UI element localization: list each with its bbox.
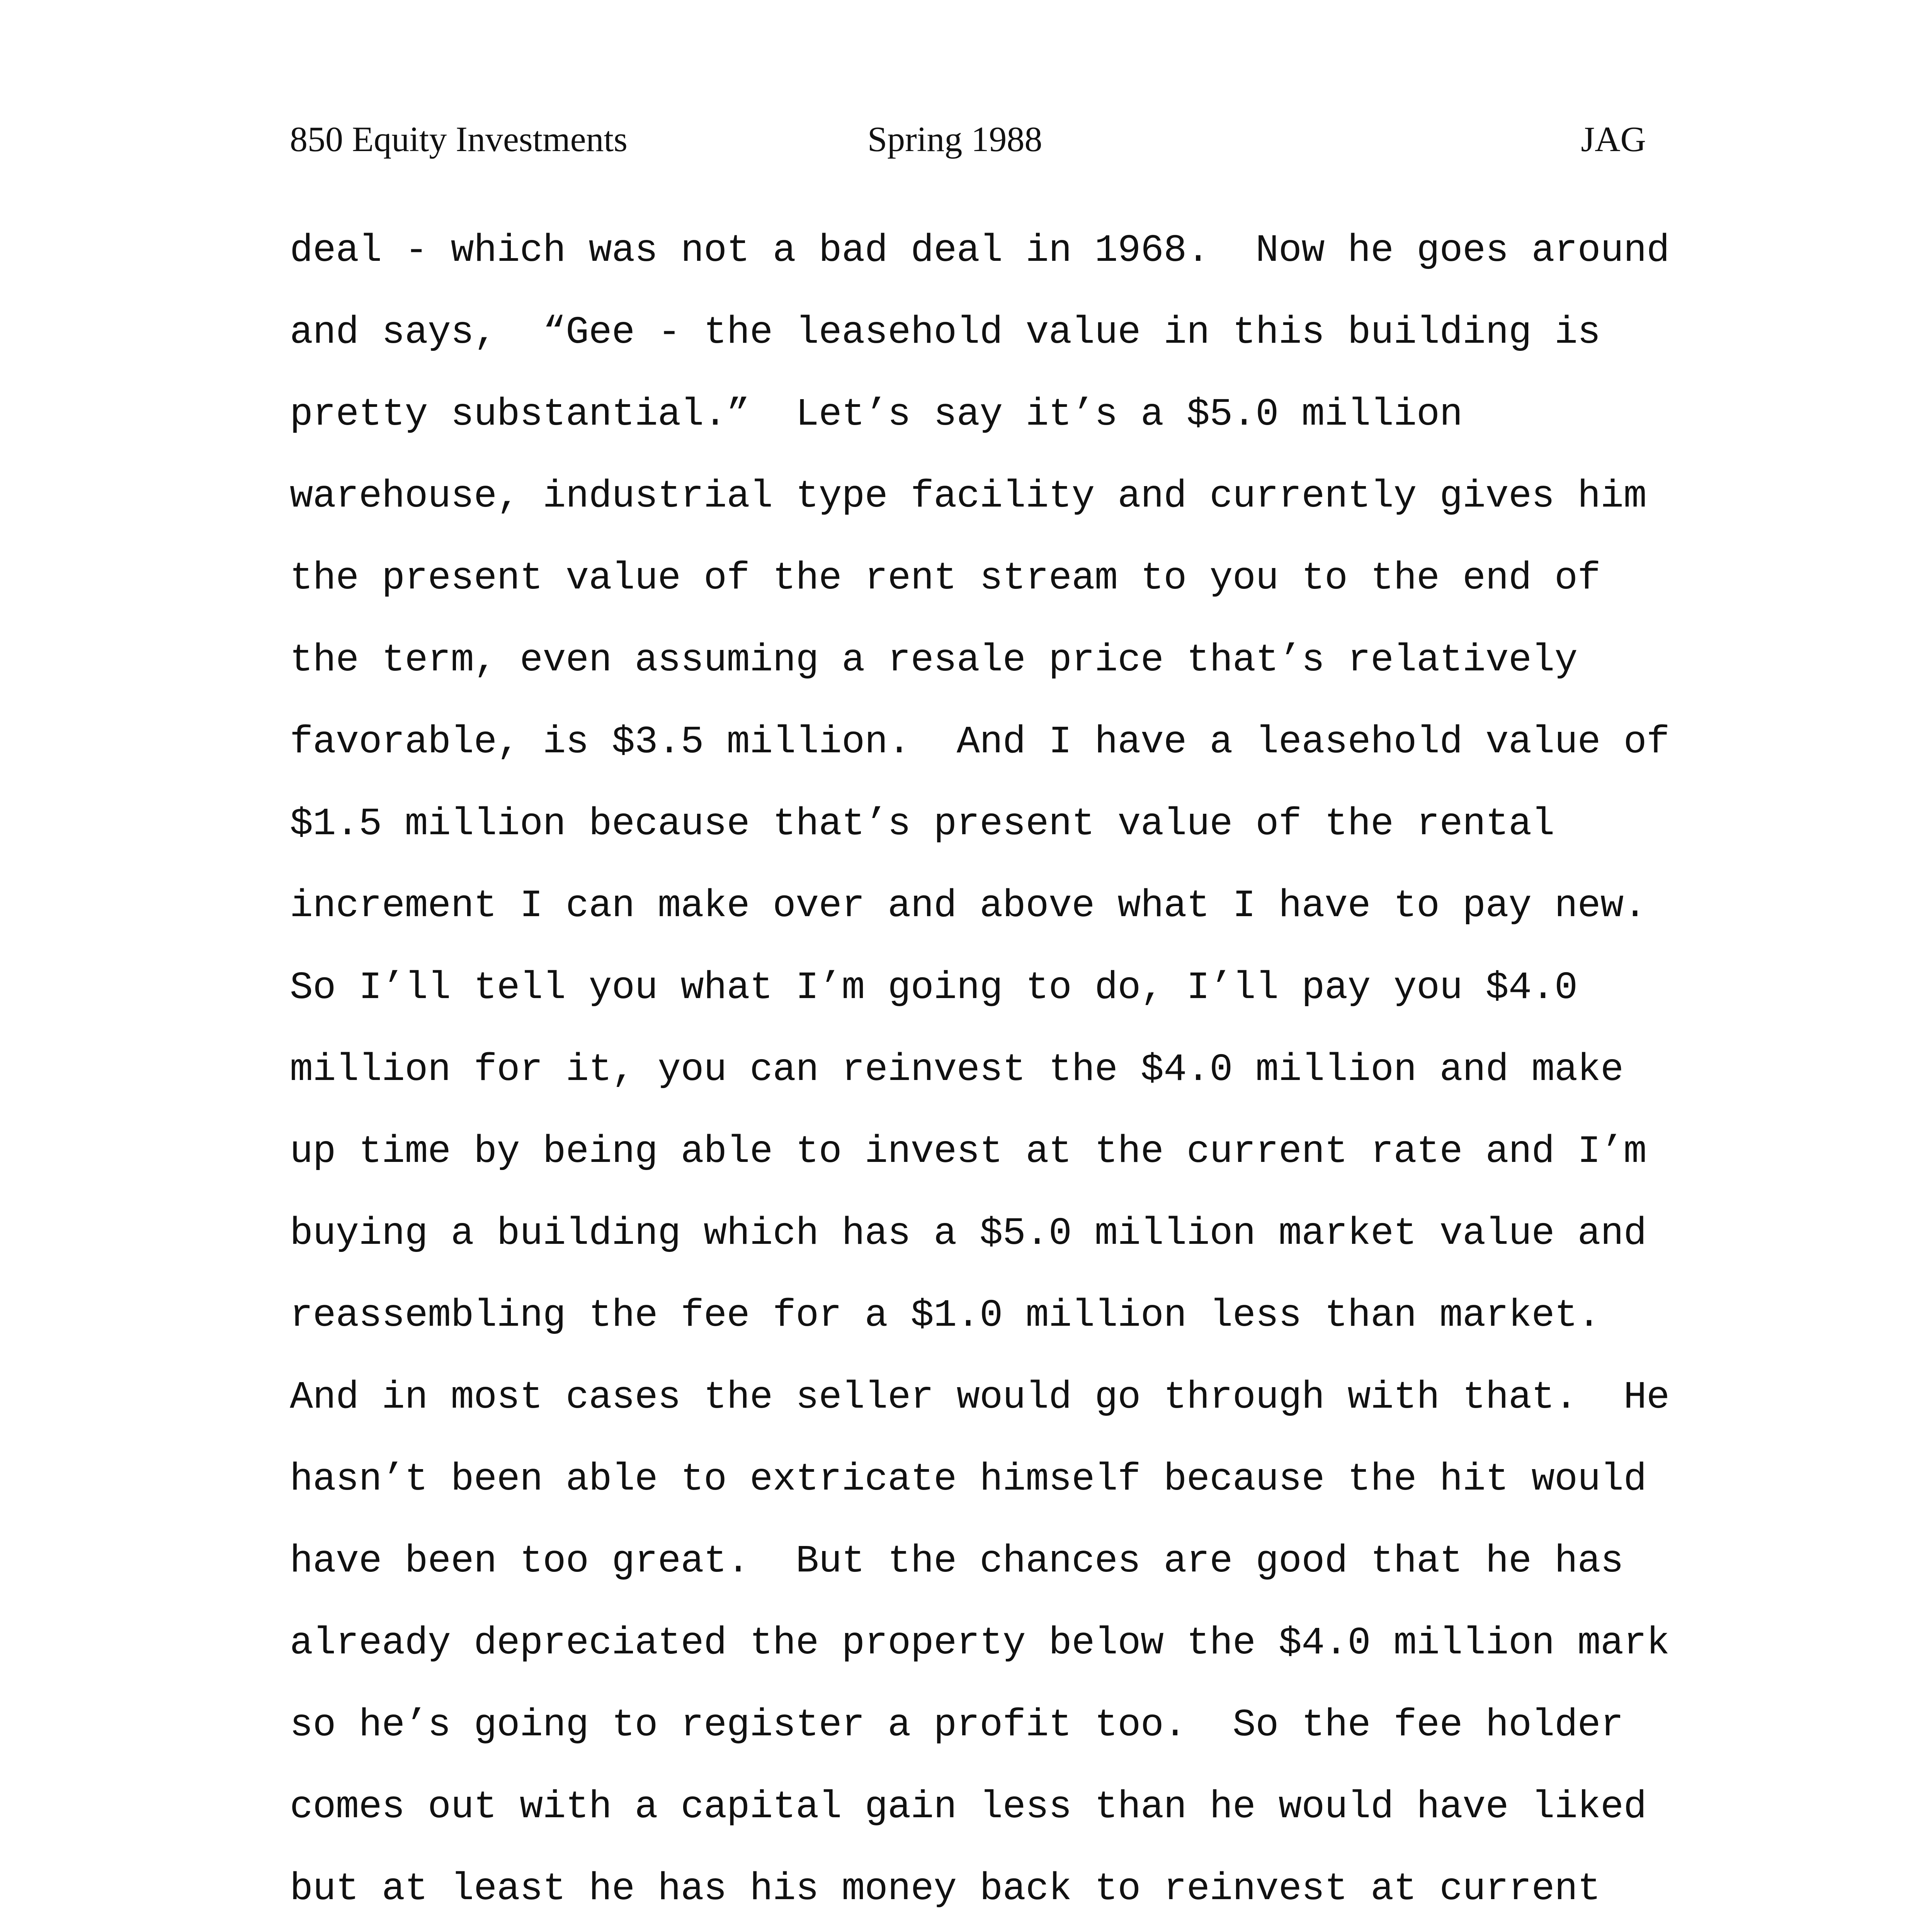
text-line: And in most cases the seller would go through with that. He xyxy=(290,1376,1670,1420)
text-line: deal - which was not a bad deal in 1968. Now he goes around xyxy=(290,229,1670,273)
text-line: the present value of the rent stream to you to the end of xyxy=(290,557,1601,600)
text-line: increment I can make over and above what I have to pay new. xyxy=(290,884,1647,928)
text-line: but at least he has his money back to reinvest at current xyxy=(290,1867,1601,1911)
header-initials: JAG xyxy=(1581,119,1646,159)
text-line: pretty substantial.” Let’s say it’s a $5.0 million xyxy=(290,393,1463,437)
text-line: $1.5 million because that’s present value of the rental xyxy=(290,803,1555,846)
text-line: already depreciated the property below the $4.0 million mark xyxy=(290,1622,1670,1665)
text-line: up time by being able to invest at the current rate and I’m xyxy=(290,1130,1647,1174)
header-course-title: 850 Equity Investments xyxy=(290,119,628,159)
header-term: Spring 1988 xyxy=(867,119,1043,159)
text-line: buying a building which has a $5.0 million market value and xyxy=(290,1212,1647,1256)
text-line: million for it, you can reinvest the $4.0 million and make xyxy=(290,1048,1624,1092)
text-line: and says, “Gee - the leasehold value in this building is xyxy=(290,311,1601,355)
page-header xyxy=(290,112,1646,166)
text-line: hasn’t been able to extricate himself because the hit would xyxy=(290,1458,1647,1502)
text-line: so he’s going to register a profit too. So the fee holder xyxy=(290,1704,1624,1747)
text-line: warehouse, industrial type facility and currently gives him xyxy=(290,475,1647,519)
text-line: favorable, is $3.5 million. And I have a leasehold value of xyxy=(290,721,1670,764)
transcript-body xyxy=(290,220,1719,1932)
text-line: reassembling the fee for a $1.0 million less than market. xyxy=(290,1294,1601,1338)
text-line: have been too great. But the chances are good that he has xyxy=(290,1540,1624,1583)
text-line: So I’ll tell you what I’m going to do, I’ll pay you $4.0 xyxy=(290,966,1578,1010)
text-line: comes out with a capital gain less than he would have liked xyxy=(290,1786,1647,1829)
text-line: the term, even assuming a resale price that’s relatively xyxy=(290,639,1578,682)
